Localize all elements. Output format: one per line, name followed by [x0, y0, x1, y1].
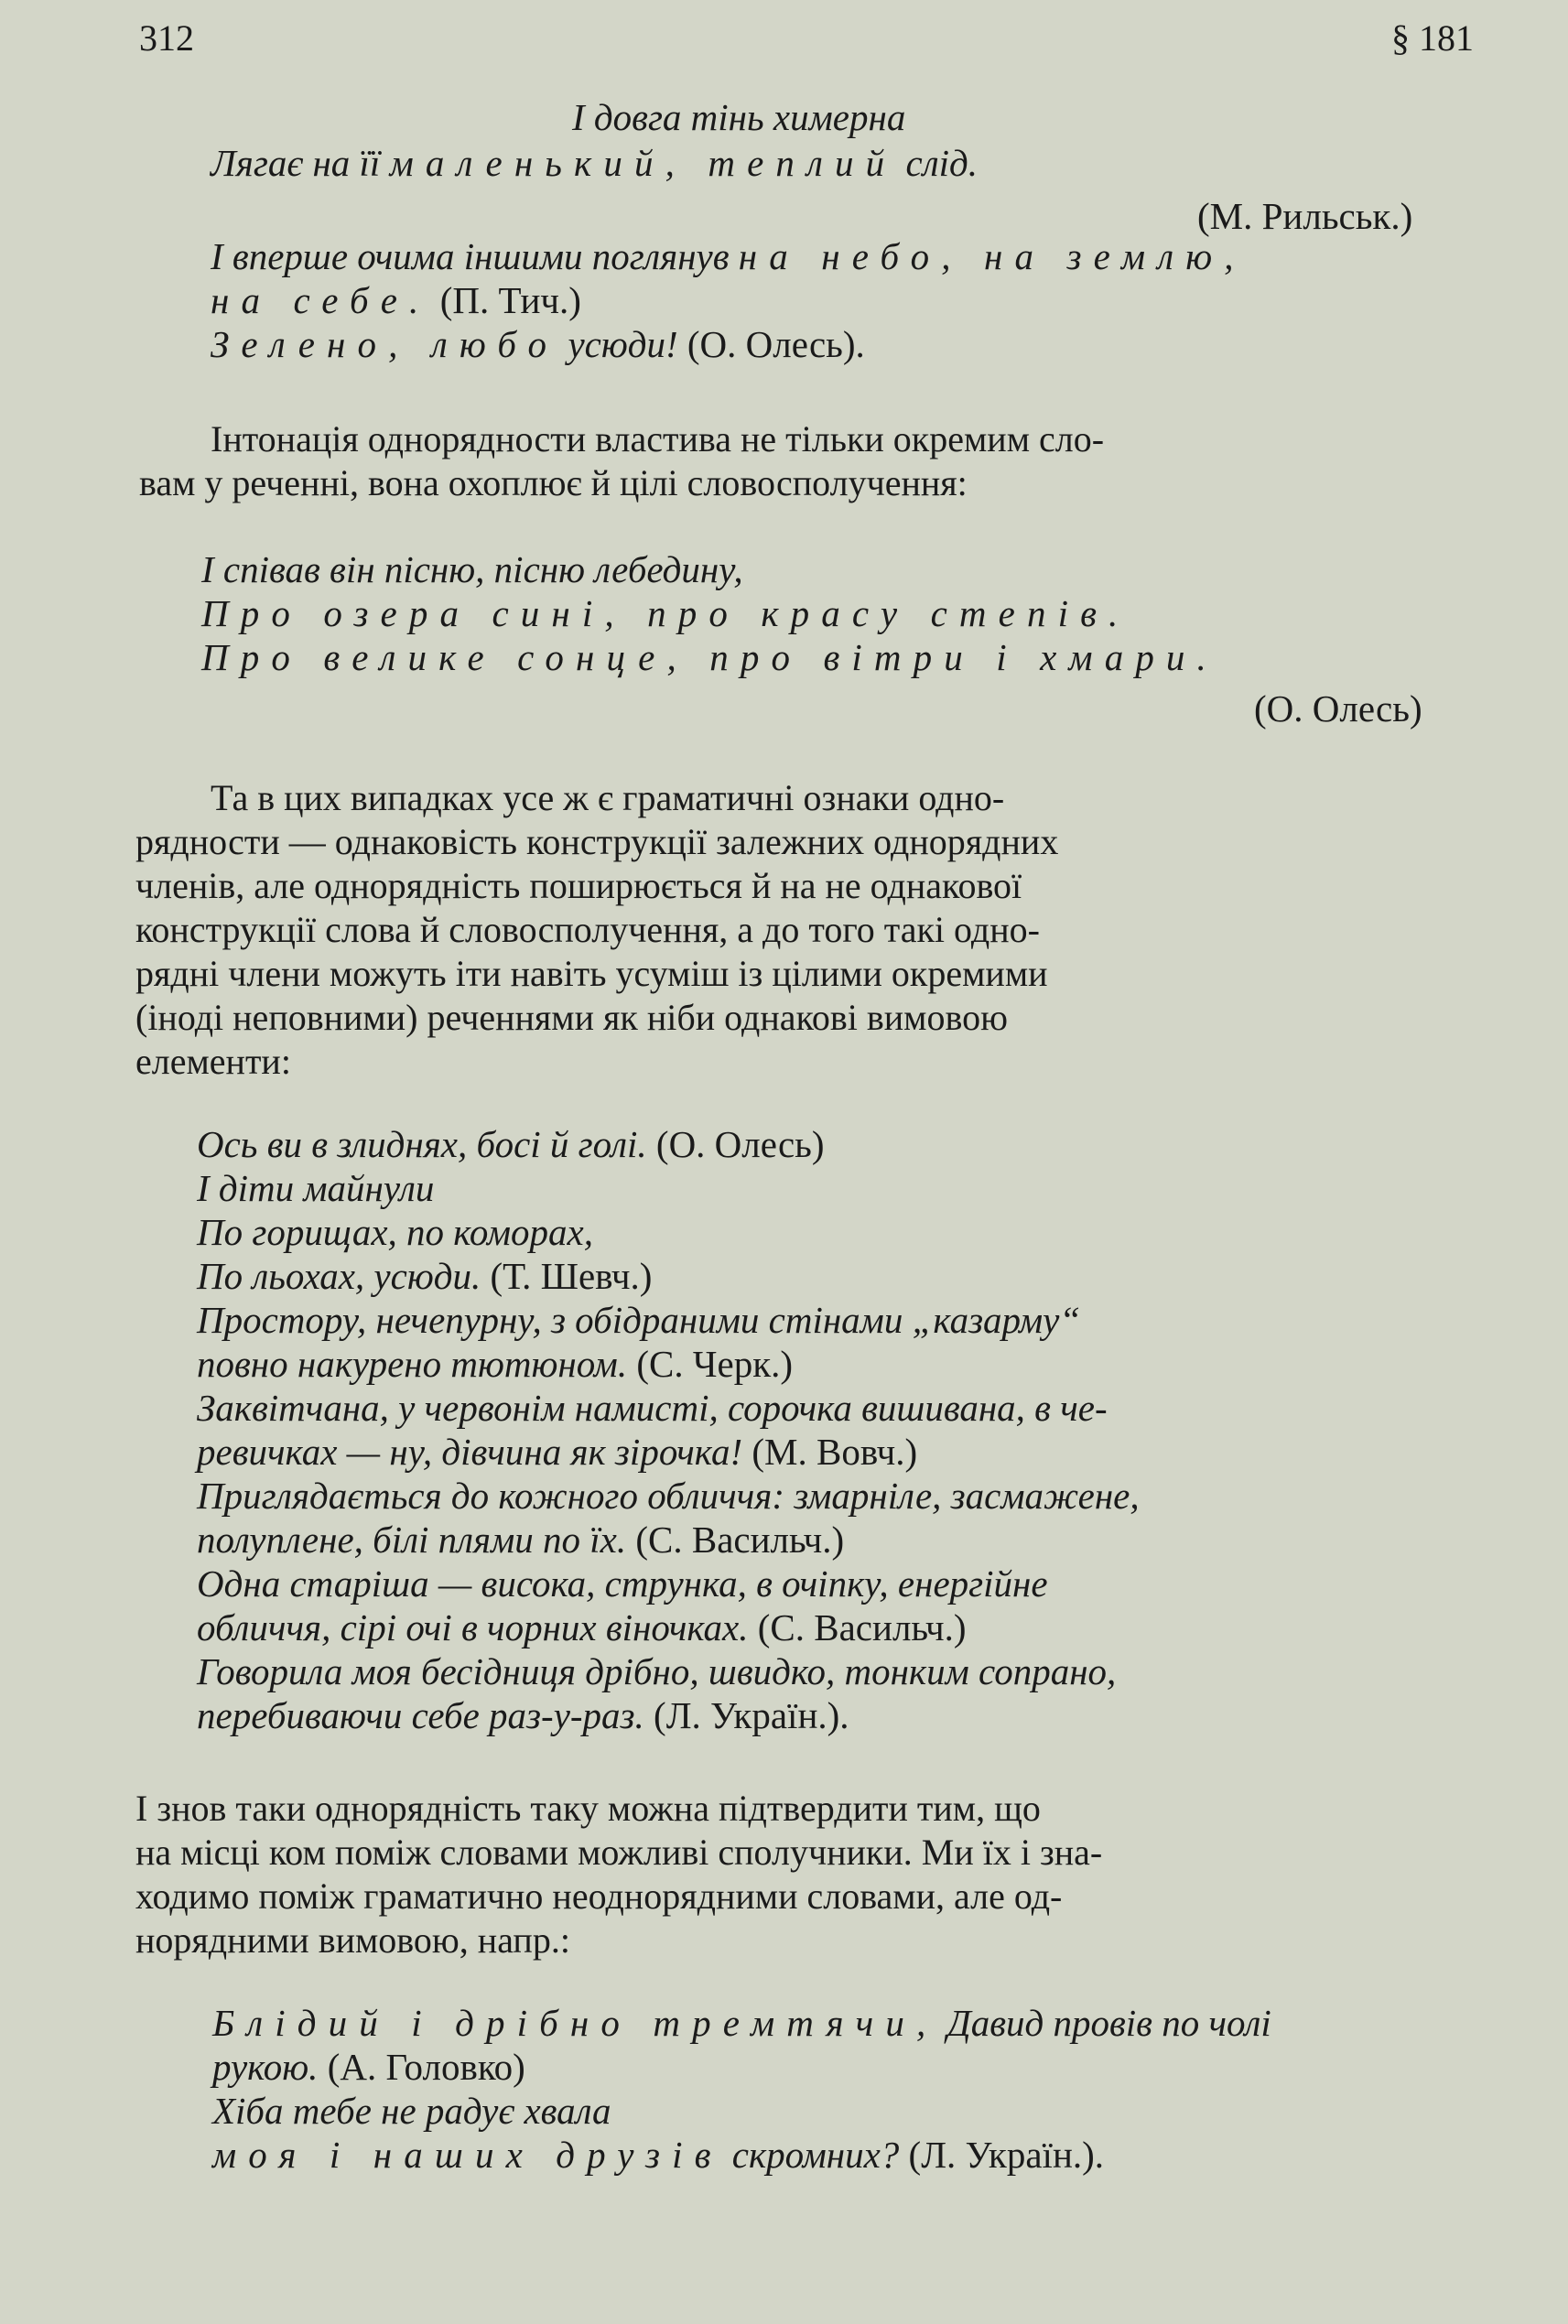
- example-text: обличчя, сірі очі в чорних віночках.: [197, 1606, 749, 1648]
- paragraph-line: членів, але однорядність поширюється й на не однакової: [135, 865, 1022, 906]
- paragraph-line: Та в цих випадках усе ж є граматичні ознаки одно-: [211, 777, 1005, 818]
- example-line: [197, 1474, 1140, 1518]
- paragraph-line: ходимо поміж граматично неоднорядними словами, але од-: [135, 1875, 1063, 1917]
- citation: (П. Тич.): [430, 279, 581, 321]
- citation: (М. Рильськ.): [1197, 195, 1413, 237]
- example-text: перебиваючи себе раз-у-раз.: [197, 1694, 644, 1736]
- example-text: рукою.: [212, 2046, 319, 2088]
- example-line: [197, 1649, 1116, 1693]
- example-line: [197, 1210, 593, 1254]
- citation: (О. Олесь): [646, 1123, 825, 1165]
- example-text: ревичках — ну, дівчина як зірочка!: [197, 1431, 743, 1473]
- example-text: Простору, нечепурну, з обідраними стінами „казарму“: [197, 1299, 1081, 1341]
- spaced-emphasis: на себе.: [211, 279, 431, 321]
- example-text: Одна старіша — висока, струнка, в очіпку, енергійне: [197, 1562, 1048, 1605]
- example-line: [197, 1430, 917, 1474]
- paragraph-line: Інтонація однорядности властива не тільки окремим сло-: [211, 418, 1105, 459]
- example-line: [211, 234, 1246, 278]
- example-line: [197, 1518, 844, 1562]
- citation: (Т. Шевч.): [481, 1255, 653, 1297]
- spaced-emphasis: моя і наших друзів: [212, 2134, 723, 2176]
- citation: (Л. Україн.).: [899, 2134, 1105, 2176]
- verse-line: Про озера сині, про красу степів.: [201, 592, 1130, 634]
- paragraph-line: норядними вимовою, напр.:: [135, 1919, 570, 1961]
- paragraph-line: елементи:: [135, 1041, 291, 1082]
- example-text: І вперше очима іншими поглянув: [211, 235, 739, 277]
- verse-text: Лягає на її: [211, 142, 390, 184]
- example-text: Давид провів по чолі: [937, 2002, 1271, 2044]
- example-text: По льохах, усюди.: [197, 1255, 481, 1297]
- verse-text: слід.: [896, 142, 978, 184]
- example-line: [197, 1386, 1108, 1430]
- spaced-emphasis: Блідий і дрібно тремтячи,: [212, 2002, 938, 2044]
- example-line: [197, 1342, 793, 1386]
- example-line: [212, 2133, 1104, 2177]
- example-line: [197, 1298, 1080, 1342]
- citation: (М. Вовч.): [742, 1431, 918, 1473]
- example-text: Ось ви в злиднях, босі й голі.: [197, 1123, 647, 1165]
- paragraph-line: на місці ком поміж словами можливі сполучники. Ми їх і зна-: [135, 1832, 1103, 1873]
- paragraph-line: рядні члени можуть іти навіть усуміш із цілими окремими: [135, 953, 1048, 994]
- example-text: По горищах, по коморах,: [197, 1211, 593, 1253]
- example-line: [211, 278, 581, 322]
- example-line: [212, 2001, 1271, 2045]
- citation: (Л. Україн.).: [643, 1694, 849, 1736]
- spaced-emphasis: на небо, на землю,: [738, 235, 1246, 277]
- page-number: 312: [139, 17, 194, 59]
- paragraph-line: вам у реченні, вона охоплює й цілі словосполучення:: [139, 462, 968, 503]
- paragraph-line: рядности — однаковість конструкції залежних однорядних: [135, 821, 1059, 862]
- spaced-emphasis: Зелено, любо: [211, 323, 559, 365]
- section-number: § 181: [1391, 17, 1474, 59]
- example-line: Хіба тебе не радує хвала: [212, 2090, 611, 2132]
- verse-line: [211, 141, 978, 185]
- example-text: усюди!: [558, 323, 678, 365]
- verse-line: І співав він пісню, пісню лебедину,: [201, 548, 743, 590]
- citation: (С. Васильч.): [748, 1606, 967, 1648]
- verse-line: І довга тінь химерна: [572, 96, 906, 138]
- citation: (А. Головко): [318, 2046, 525, 2088]
- example-line: [197, 1166, 434, 1210]
- example-line: [197, 1693, 849, 1737]
- citation: (С. Васильч.): [626, 1519, 845, 1561]
- citation: (С. Черк.): [627, 1343, 794, 1385]
- example-line: [211, 322, 865, 366]
- example-text: скромних?: [722, 2134, 900, 2176]
- paragraph-line: (іноді неповними) реченнями як ніби однакові вимовою: [135, 997, 1008, 1038]
- paragraph-line: І знов таки однорядність таку можна підтвердити тим, що: [135, 1788, 1041, 1829]
- example-text: повно накурено тютюном.: [197, 1343, 628, 1385]
- example-text: Заквітчана, у червонім намисті, сорочка вишивана, в че-: [197, 1387, 1108, 1429]
- example-line: [197, 1562, 1048, 1605]
- spaced-emphasis: маленький, теплий: [389, 142, 897, 184]
- paragraph-line: конструкції слова й словосполучення, а до того такі одно-: [135, 909, 1040, 950]
- verse-line: Про велике сонце, про вітри і хмари.: [201, 636, 1218, 678]
- citation: (О. Олесь): [1254, 687, 1422, 730]
- example-text: Говорила моя бесідниця дрібно, швидко, тонким сопрано,: [197, 1650, 1117, 1692]
- example-text: І діти майнули: [197, 1167, 435, 1209]
- example-text: Приглядається до кожного обличчя: змарніле, засмажене,: [197, 1475, 1140, 1517]
- citation: (О. Олесь).: [677, 323, 865, 365]
- example-line: [212, 2045, 525, 2089]
- example-text: полуплене, білі плями по їх.: [197, 1519, 627, 1561]
- example-line: [197, 1605, 967, 1649]
- example-line: [197, 1122, 825, 1166]
- example-line: [197, 1254, 652, 1298]
